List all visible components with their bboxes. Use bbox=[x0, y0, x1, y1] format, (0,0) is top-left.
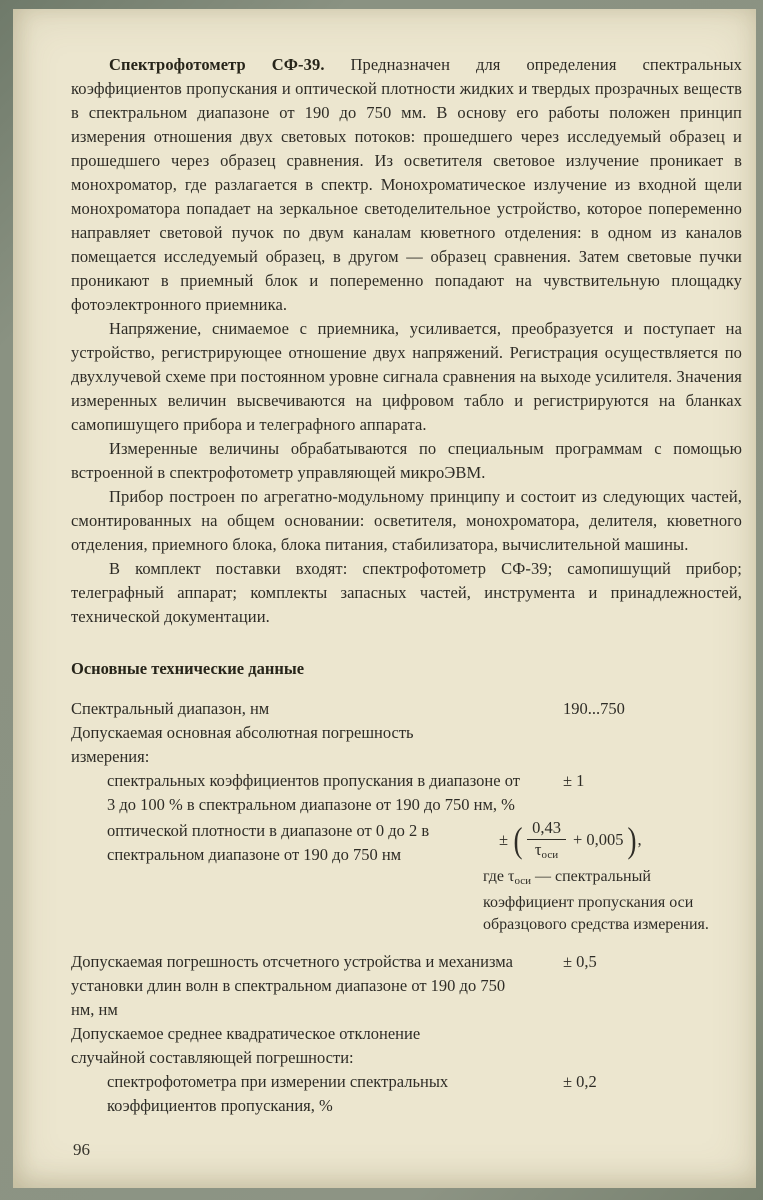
tau-subscript: оси bbox=[514, 874, 531, 887]
spec-value: ± 0,2 bbox=[563, 1071, 597, 1091]
page-number: 96 bbox=[73, 1139, 90, 1159]
close-paren: ) bbox=[627, 820, 636, 861]
spec-row-spectral-range bbox=[71, 697, 742, 721]
tau-symbol: τ bbox=[508, 867, 515, 885]
spec-row-transmittance-error bbox=[71, 769, 742, 817]
spec-row-optical-density-error bbox=[71, 819, 742, 936]
tau-symbol: τ bbox=[534, 839, 542, 859]
spec-label: Допускаемое среднее квадратическое отклонение случайной составляющей погрешности: bbox=[71, 1023, 421, 1067]
spec-value: ± 0,5 bbox=[563, 951, 597, 971]
formula-comma: , bbox=[637, 830, 642, 850]
spec-row-rms-group bbox=[71, 1022, 742, 1070]
specs-table bbox=[71, 697, 742, 1118]
tolerance-formula bbox=[499, 819, 742, 862]
note-prefix: где bbox=[483, 867, 509, 885]
tau-subscript: оси bbox=[541, 848, 559, 861]
spec-row-wavelength-error bbox=[71, 950, 742, 1022]
spec-label: спектральных коэффициентов пропускания в диапазоне от 3 до 100 % в спектральном диапазоне от 190 до 750 нм, % bbox=[107, 771, 520, 814]
paragraph-processing: Измеренные величины обрабатываются по специальным программам с помощью встроенной в спектрофотометр управляющей микроЭВМ. bbox=[71, 439, 742, 482]
formula-note bbox=[483, 866, 742, 936]
fraction-denominator bbox=[535, 840, 558, 862]
section-heading: Основные технические данные bbox=[71, 659, 305, 678]
intro-paragraph bbox=[71, 53, 742, 317]
spec-row-abs-error-group bbox=[71, 721, 742, 769]
page bbox=[13, 9, 756, 1188]
paragraph-delivery-set: В комплект поставки входят: спектрофотометр СФ-39; самопишущий прибор; телеграфный аппарат; комплекты запасных частей, инструмента и принадлежностей, технической документации. bbox=[71, 559, 742, 626]
plus-term: + 0,005 bbox=[572, 830, 624, 850]
intro-paragraph-text: Предназначен для определения спектральных коэффициентов пропускания и оптической плотности жидких и твердых прозрачных веществ в спектральном диапазоне от 190 до 750 мм. В основу его работы положен принцип измерения отношения двух световых потоков: прошедшего через исследуемый образец и прошедшего через образец сравнения. Из осветителя световое излучение проникает в монохроматор, где разлагается в спектр. Монохроматическое излучение из входной щели монохроматора попадает на зеркальное светоделительное устройство, которое попеременно направляет световой пучок по двум каналам кюветного отделения: в одном из каналов помещается исследуемый образец, в другом — образец сравнения. Затем световые пучки проникают в приемный блок и попеременно попадают на чувствительную площадку фотоэлектронного приемника. bbox=[71, 55, 742, 314]
spec-row-rms-transmittance bbox=[71, 1070, 742, 1118]
spec-value: ± 1 bbox=[563, 771, 585, 790]
plus-minus-sign: ± bbox=[499, 830, 509, 850]
note-text: — спектральный коэффициент пропускания оси образцового средства измерения. bbox=[483, 867, 709, 933]
spec-label: Допускаемая погрешность отсчетного устройства и механизма установки длин волн в спектральном диапазоне от 190 до 750 нм, нм bbox=[71, 951, 513, 1019]
spec-value: 190...750 bbox=[563, 699, 625, 718]
device-name: Спектрофотометр СФ-39. bbox=[109, 55, 325, 74]
spec-label: Допускаемая основная абсолютная погрешность измерения: bbox=[71, 723, 414, 766]
fraction bbox=[527, 819, 566, 862]
spec-label: Спектральный диапазон, нм bbox=[71, 699, 270, 718]
spec-label: оптической плотности в диапазоне от 0 до 2 в спектральном диапазоне от 190 до 750 нм bbox=[107, 821, 430, 864]
fraction-numerator: 0,43 bbox=[527, 819, 566, 840]
spec-value bbox=[471, 819, 742, 936]
spec-label: спектрофотометра при измерении спектральных коэффициентов пропускания, % bbox=[107, 1071, 449, 1115]
paragraph-registration: Напряжение, снимаемое с приемника, усиливается, преобразуется и поступает на устройство, регистрирующее отношение двух напряжений. Регистрация осуществляется по двухлучевой схеме при постоянном уровне сигнала сравнения на выходе усилителя. Значения измеренных величин высвечиваются на цифровом табло и регистрируются на бланках самопишущего прибора и телеграфного аппарата. bbox=[71, 319, 742, 434]
paragraph-construction: Прибор построен по агрегатно-модульному принципу и состоит из следующих частей, смонтированных на общем основании: осветителя, монохроматора, делителя, кюветного отделения, приемного блока, блока питания, стабилизатора, вычислительной машины. bbox=[71, 487, 742, 554]
open-paren: ( bbox=[513, 820, 523, 861]
